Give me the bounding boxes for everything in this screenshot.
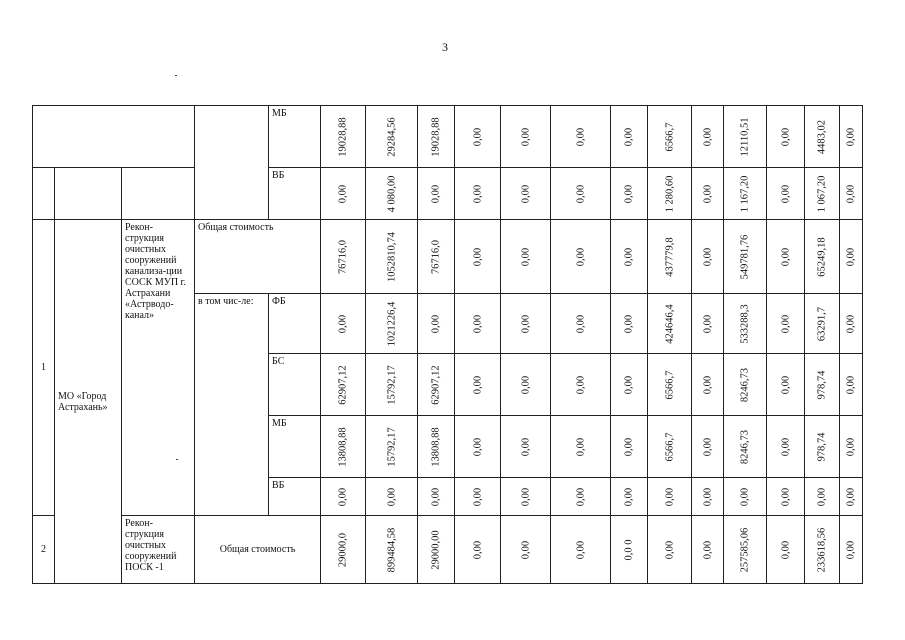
value-cell: 0,00: [501, 478, 551, 516]
row-number: 1: [33, 220, 55, 516]
empty-cell: [122, 168, 195, 220]
value-cell: 0,00: [501, 294, 551, 354]
value-cell: 0,00: [840, 416, 863, 478]
value-cell: 0,00: [551, 168, 611, 220]
value-cell: 76716,0: [418, 220, 455, 294]
fund-label: БС: [269, 354, 321, 416]
value-cell: 0,00: [611, 478, 648, 516]
fund-label: МБ: [269, 106, 321, 168]
value-cell: 76716,0: [321, 220, 366, 294]
value-cell: 0,00: [501, 354, 551, 416]
value-cell: 0,00: [611, 168, 648, 220]
value-cell: 0,00: [692, 106, 724, 168]
value-cell: 0,00: [648, 516, 692, 584]
value-cell: 0,00: [455, 516, 501, 584]
value-cell: 65249,18: [805, 220, 840, 294]
value-cell: 0,00: [551, 294, 611, 354]
value-cell: 0,00: [611, 416, 648, 478]
fund-label: МБ: [269, 416, 321, 478]
value-cell: 0,00: [501, 168, 551, 220]
value-cell: 0,00: [840, 106, 863, 168]
value-cell: 0,00: [692, 220, 724, 294]
scan-speck: [175, 75, 177, 76]
data-table: [32, 105, 863, 584]
value-cell: 6566,7: [648, 354, 692, 416]
value-cell: 0,00: [767, 106, 805, 168]
value-cell: 0,00: [692, 354, 724, 416]
table-row: [33, 168, 863, 220]
value-cell: 0,00: [767, 516, 805, 584]
table-row: [33, 516, 863, 584]
value-cell: 0,0 0: [611, 516, 648, 584]
value-cell: 0,00: [366, 478, 418, 516]
value-cell: 233618,56: [805, 516, 840, 584]
value-cell: 0,00: [551, 106, 611, 168]
value-cell: 63291,7: [805, 294, 840, 354]
empty-cell: [33, 106, 195, 168]
value-cell: 62907,12: [418, 354, 455, 416]
empty-cell: [195, 106, 269, 220]
project-name: Рекон-струкция очистных сооружений ПОСК -1: [122, 516, 195, 584]
including-label: в том чис-ле:: [195, 294, 269, 516]
value-cell: 6566,7: [648, 416, 692, 478]
value-cell: 8246,73: [724, 354, 767, 416]
fund-label: ФБ: [269, 294, 321, 354]
value-cell: 1021226,4: [366, 294, 418, 354]
value-cell: 62907,12: [321, 354, 366, 416]
value-cell: 0,00: [840, 168, 863, 220]
value-cell: 0,00: [767, 478, 805, 516]
value-cell: 0,00: [805, 478, 840, 516]
value-cell: 1 280,60: [648, 168, 692, 220]
value-cell: 0,00: [840, 220, 863, 294]
value-cell: 0,00: [418, 168, 455, 220]
value-cell: 0,00: [321, 168, 366, 220]
value-cell: 0,00: [551, 220, 611, 294]
value-cell: 0,00: [321, 478, 366, 516]
value-cell: 13808,88: [418, 416, 455, 478]
value-cell: 1 067,20: [805, 168, 840, 220]
value-cell: 15792,17: [366, 354, 418, 416]
value-cell: 0,00: [455, 168, 501, 220]
value-cell: 0,00: [611, 220, 648, 294]
value-cell: 0,00: [455, 220, 501, 294]
value-cell: 0,00: [840, 354, 863, 416]
value-cell: 0,00: [767, 220, 805, 294]
value-cell: 1052810,74: [366, 220, 418, 294]
value-cell: 424646,4: [648, 294, 692, 354]
value-cell: 8246,73: [724, 416, 767, 478]
value-cell: 0,00: [501, 106, 551, 168]
table-row: [33, 106, 863, 168]
municipality-name: МО «Город Астрахань»: [55, 220, 122, 584]
value-cell: 4483,02: [805, 106, 840, 168]
value-cell: 0,00: [611, 354, 648, 416]
value-cell: 19028,88: [321, 106, 366, 168]
value-cell: 29000,0: [321, 516, 366, 584]
value-cell: 0,00: [501, 416, 551, 478]
page-number: 3: [442, 40, 448, 54]
value-cell: 0,00: [692, 516, 724, 584]
value-cell: 0,00: [455, 106, 501, 168]
value-cell: 15792,17: [366, 416, 418, 478]
value-cell: 0,00: [455, 478, 501, 516]
value-cell: 0,00: [648, 478, 692, 516]
value-cell: 6566,7: [648, 106, 692, 168]
value-cell: 0,00: [724, 478, 767, 516]
value-cell: 0,00: [840, 516, 863, 584]
value-cell: 0,00: [767, 416, 805, 478]
value-cell: 0,00: [551, 416, 611, 478]
value-cell: 29000,00: [418, 516, 455, 584]
value-cell: 437779,8: [648, 220, 692, 294]
value-cell: 1 167,20: [724, 168, 767, 220]
value-cell: 0,00: [692, 168, 724, 220]
value-cell: 0,00: [840, 478, 863, 516]
value-cell: 0,00: [611, 294, 648, 354]
value-cell: 0,00: [455, 416, 501, 478]
value-cell: 0,00: [840, 294, 863, 354]
value-cell: 0,00: [321, 294, 366, 354]
value-cell: 533288,3: [724, 294, 767, 354]
value-cell: 0,00: [692, 478, 724, 516]
fund-label: ВБ: [269, 168, 321, 220]
value-cell: 899484,58: [366, 516, 418, 584]
empty-cell: [55, 168, 122, 220]
value-cell: 0,00: [455, 294, 501, 354]
value-cell: 0,00: [767, 354, 805, 416]
value-cell: 978,74: [805, 354, 840, 416]
value-cell: 0,00: [418, 294, 455, 354]
row-number: 2: [33, 516, 55, 584]
value-cell: 0,00: [611, 106, 648, 168]
value-cell: 19028,88: [418, 106, 455, 168]
value-cell: 12110,51: [724, 106, 767, 168]
value-cell: 0,00: [551, 478, 611, 516]
value-cell: 0,00: [418, 478, 455, 516]
value-cell: 257585,06: [724, 516, 767, 584]
value-cell: 0,00: [692, 294, 724, 354]
value-cell: 29284,56: [366, 106, 418, 168]
value-cell: 0,00: [501, 516, 551, 584]
total-cost-label: Общая стоимость: [195, 516, 321, 584]
empty-cell: [33, 168, 55, 220]
value-cell: 0,00: [692, 416, 724, 478]
value-cell: 0,00: [551, 516, 611, 584]
value-cell: 13808,88: [321, 416, 366, 478]
project-name: Рекон-струкция очистных сооружений канализа-ции СОСК МУП г. Астрахани «Астрводо-канал»: [122, 220, 195, 516]
fund-label: ВБ: [269, 478, 321, 516]
value-cell: 0,00: [767, 294, 805, 354]
table-row: [33, 220, 863, 294]
value-cell: 549781,76: [724, 220, 767, 294]
value-cell: 978,74: [805, 416, 840, 478]
value-cell: 0,00: [767, 168, 805, 220]
value-cell: 0,00: [501, 220, 551, 294]
total-cost-label: Общая стоимость: [195, 220, 321, 294]
value-cell: 4 080,00: [366, 168, 418, 220]
value-cell: 0,00: [455, 354, 501, 416]
value-cell: 0,00: [551, 354, 611, 416]
